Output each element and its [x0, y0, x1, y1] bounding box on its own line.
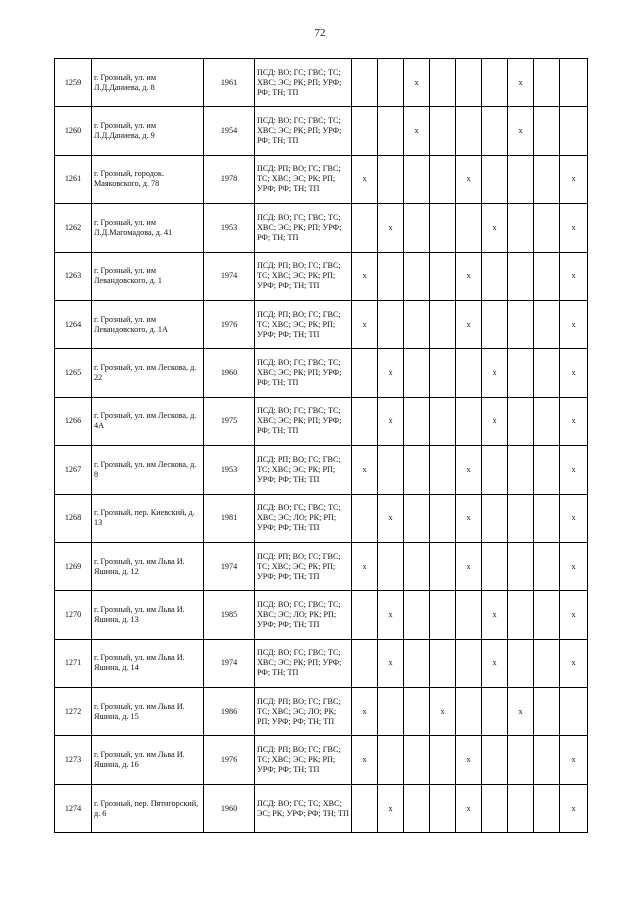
- address-cell: г. Грозный, ул. им Лескова, д. 8: [92, 446, 204, 494]
- systems-cell: ПСД: РП; ВО; ГС; ГВС; ТС; ХВС; ЭС; РК; РП; УРФ; РФ; ТН; ТП: [255, 252, 352, 300]
- mark-cell-8: [534, 155, 560, 203]
- mark-cell-3: [404, 204, 430, 252]
- mark-cell-6: [482, 252, 508, 300]
- table-row: [55, 252, 588, 300]
- mark-cell-4: x: [430, 688, 456, 736]
- year-built-cell: 1954: [204, 107, 255, 155]
- address-cell: г. Грозный, ул. им Лескова, д. 4А: [92, 397, 204, 445]
- mark-cell-7: [508, 639, 534, 687]
- mark-cell-8: [534, 688, 560, 736]
- mark-cell-3: [404, 784, 430, 832]
- mark-cell-8: [534, 784, 560, 832]
- year-built-cell: 1961: [204, 59, 255, 107]
- mark-cell-1: [352, 591, 378, 639]
- mark-cell-8: [534, 446, 560, 494]
- address-cell: г. Грозный, ул. им Льва И. Яшина, д. 13: [92, 591, 204, 639]
- mark-cell-3: [404, 155, 430, 203]
- mark-cell-2: [378, 446, 404, 494]
- mark-cell-2: [378, 688, 404, 736]
- mark-cell-3: [404, 349, 430, 397]
- mark-cell-7: [508, 494, 534, 542]
- mark-cell-1: [352, 107, 378, 155]
- mark-cell-7: x: [508, 107, 534, 155]
- mark-cell-5: [456, 397, 482, 445]
- mark-cell-4: [430, 591, 456, 639]
- row-number-cell: 1264: [55, 300, 92, 348]
- table-row: [55, 446, 588, 494]
- row-number-cell: 1267: [55, 446, 92, 494]
- mark-cell-1: [352, 349, 378, 397]
- row-number-cell: 1263: [55, 252, 92, 300]
- mark-cell-4: [430, 59, 456, 107]
- address-cell: г. Грозный, ул. им Л.Д.Магомадова, д. 41: [92, 204, 204, 252]
- table-row: [55, 784, 588, 832]
- mark-cell-3: x: [404, 59, 430, 107]
- mark-cell-5: x: [456, 155, 482, 203]
- mark-cell-2: [378, 736, 404, 784]
- row-number-cell: 1259: [55, 59, 92, 107]
- row-number-cell: 1268: [55, 494, 92, 542]
- mark-cell-6: [482, 59, 508, 107]
- mark-cell-3: [404, 252, 430, 300]
- mark-cell-8: [534, 397, 560, 445]
- mark-cell-9: x: [560, 494, 588, 542]
- mark-cell-5: [456, 639, 482, 687]
- mark-cell-3: [404, 494, 430, 542]
- mark-cell-4: [430, 300, 456, 348]
- systems-cell: ПСД: ВО; ГС; ГВС; ТС; ХВС; ЭС; РК; РП; УРФ; РФ; ТН; ТП: [255, 107, 352, 155]
- mark-cell-6: [482, 542, 508, 590]
- mark-cell-5: x: [456, 494, 482, 542]
- mark-cell-1: [352, 397, 378, 445]
- systems-cell: ПСД: ВО; ГС; ГВС; ТС; ХВС; ЭС; РК; РП; УРФ; РФ; ТН; ТП: [255, 59, 352, 107]
- mark-cell-5: x: [456, 446, 482, 494]
- mark-cell-4: [430, 155, 456, 203]
- mark-cell-2: x: [378, 784, 404, 832]
- mark-cell-9: x: [560, 300, 588, 348]
- mark-cell-3: [404, 300, 430, 348]
- mark-cell-6: x: [482, 349, 508, 397]
- mark-cell-2: x: [378, 397, 404, 445]
- table-row: [55, 155, 588, 203]
- mark-cell-4: [430, 107, 456, 155]
- mark-cell-1: x: [352, 155, 378, 203]
- mark-cell-7: x: [508, 688, 534, 736]
- mark-cell-9: x: [560, 155, 588, 203]
- table-body: [55, 59, 588, 833]
- mark-cell-9: x: [560, 784, 588, 832]
- row-number-cell: 1265: [55, 349, 92, 397]
- systems-cell: ПСД: ВО; ГС; ГВС; ТС; ХВС; ЭС; РК; РП; УРФ; РФ; ТН; ТП: [255, 204, 352, 252]
- year-built-cell: 1976: [204, 736, 255, 784]
- year-built-cell: 1960: [204, 784, 255, 832]
- row-number-cell: 1273: [55, 736, 92, 784]
- mark-cell-7: [508, 155, 534, 203]
- page-number: 72: [314, 27, 326, 39]
- mark-cell-1: [352, 204, 378, 252]
- mark-cell-3: x: [404, 107, 430, 155]
- table-row: [55, 494, 588, 542]
- mark-cell-9: x: [560, 736, 588, 784]
- mark-cell-1: [352, 494, 378, 542]
- mark-cell-7: [508, 591, 534, 639]
- row-number-cell: 1272: [55, 688, 92, 736]
- mark-cell-6: [482, 784, 508, 832]
- mark-cell-1: [352, 639, 378, 687]
- mark-cell-8: [534, 494, 560, 542]
- systems-cell: ПСД: ВО; ГС; ГВС; ТС; ХВС; ЭС; РК; РП; УРФ; РФ; ТН; ТП: [255, 639, 352, 687]
- mark-cell-9: [560, 688, 588, 736]
- mark-cell-7: [508, 784, 534, 832]
- mark-cell-7: x: [508, 59, 534, 107]
- year-built-cell: 1985: [204, 591, 255, 639]
- mark-cell-2: x: [378, 204, 404, 252]
- row-number-cell: 1261: [55, 155, 92, 203]
- table-row: [55, 736, 588, 784]
- year-built-cell: 1986: [204, 688, 255, 736]
- systems-cell: ПСД: ВО; ГС; ТС; ХВС; ЭС; РК; УРФ; РФ; ТН; ТП: [255, 784, 352, 832]
- mark-cell-9: x: [560, 542, 588, 590]
- mark-cell-7: [508, 252, 534, 300]
- mark-cell-7: [508, 397, 534, 445]
- mark-cell-7: [508, 204, 534, 252]
- mark-cell-6: [482, 155, 508, 203]
- address-cell: г. Грозный, ул. им Льва И. Яшина, д. 16: [92, 736, 204, 784]
- table-row: [55, 542, 588, 590]
- mark-cell-5: [456, 349, 482, 397]
- mark-cell-5: [456, 107, 482, 155]
- year-built-cell: 1978: [204, 155, 255, 203]
- year-built-cell: 1953: [204, 446, 255, 494]
- mark-cell-4: [430, 252, 456, 300]
- mark-cell-8: [534, 736, 560, 784]
- mark-cell-3: [404, 397, 430, 445]
- mark-cell-9: x: [560, 204, 588, 252]
- mark-cell-6: [482, 300, 508, 348]
- systems-cell: ПСД: РП; ВО; ГС; ГВС; ТС; ХВС; ЭС; РК; РП; УРФ; РФ; ТН; ТП: [255, 155, 352, 203]
- mark-cell-6: [482, 688, 508, 736]
- mark-cell-8: [534, 300, 560, 348]
- mark-cell-6: [482, 494, 508, 542]
- mark-cell-9: [560, 107, 588, 155]
- mark-cell-3: [404, 736, 430, 784]
- mark-cell-4: [430, 204, 456, 252]
- mark-cell-9: x: [560, 397, 588, 445]
- mark-cell-5: [456, 688, 482, 736]
- mark-cell-6: [482, 736, 508, 784]
- mark-cell-2: [378, 252, 404, 300]
- mark-cell-5: x: [456, 300, 482, 348]
- table-row: [55, 397, 588, 445]
- mark-cell-7: [508, 300, 534, 348]
- mark-cell-8: [534, 639, 560, 687]
- mark-cell-3: [404, 591, 430, 639]
- mark-cell-2: [378, 542, 404, 590]
- mark-cell-1: x: [352, 736, 378, 784]
- address-cell: г. Грозный, пер. Пятигорский, д. 6: [92, 784, 204, 832]
- mark-cell-1: x: [352, 542, 378, 590]
- table-row: [55, 591, 588, 639]
- mark-cell-3: [404, 446, 430, 494]
- table-row: [55, 300, 588, 348]
- mark-cell-2: x: [378, 494, 404, 542]
- address-cell: г. Грозный, ул. им Льва И. Яшина, д. 15: [92, 688, 204, 736]
- mark-cell-4: [430, 784, 456, 832]
- address-cell: г. Грозный, городок. Маяковского, д. 78: [92, 155, 204, 203]
- year-built-cell: 1974: [204, 252, 255, 300]
- mark-cell-6: x: [482, 397, 508, 445]
- mark-cell-6: [482, 107, 508, 155]
- mark-cell-1: x: [352, 446, 378, 494]
- year-built-cell: 1981: [204, 494, 255, 542]
- mark-cell-4: [430, 397, 456, 445]
- mark-cell-5: x: [456, 784, 482, 832]
- systems-cell: ПСД: РП; ВО; ГС; ГВС; ТС; ХВС; ЭС; ЛО; РК; РП; УРФ; РФ; ТН; ТП: [255, 688, 352, 736]
- address-cell: г. Грозный, ул. им Льва И. Яшина, д. 12: [92, 542, 204, 590]
- mark-cell-3: [404, 542, 430, 590]
- row-number-cell: 1270: [55, 591, 92, 639]
- mark-cell-6: x: [482, 639, 508, 687]
- mark-cell-2: x: [378, 639, 404, 687]
- address-cell: г. Грозный, ул. им Л.Д.Даниева, д. 9: [92, 107, 204, 155]
- mark-cell-2: [378, 59, 404, 107]
- address-cell: г. Грозный, ул. им Льва И. Яшина, д. 14: [92, 639, 204, 687]
- mark-cell-5: x: [456, 252, 482, 300]
- systems-cell: ПСД: РП; ВО; ГС; ГВС; ТС; ХВС; ЭС; РК; РП; УРФ; РФ; ТН; ТП: [255, 446, 352, 494]
- mark-cell-1: x: [352, 688, 378, 736]
- mark-cell-2: [378, 155, 404, 203]
- mark-cell-1: x: [352, 300, 378, 348]
- row-number-cell: 1274: [55, 784, 92, 832]
- mark-cell-8: [534, 204, 560, 252]
- year-built-cell: 1974: [204, 639, 255, 687]
- year-built-cell: 1974: [204, 542, 255, 590]
- mark-cell-4: [430, 446, 456, 494]
- mark-cell-9: x: [560, 591, 588, 639]
- mark-cell-9: x: [560, 349, 588, 397]
- systems-cell: ПСД: РП; ВО; ГС; ГВС; ТС; ХВС; ЭС; РК; РП; УРФ; РФ; ТН; ТП: [255, 736, 352, 784]
- mark-cell-9: x: [560, 446, 588, 494]
- mark-cell-2: [378, 107, 404, 155]
- systems-cell: ПСД: ВО; ГС; ГВС; ТС; ХВС; ЭС; ЛО; РК; РП; УРФ; РФ; ТН; ТП: [255, 494, 352, 542]
- row-number-cell: 1271: [55, 639, 92, 687]
- systems-cell: ПСД: РП; ВО; ГС; ГВС; ТС; ХВС; ЭС; РК; РП; УРФ; РФ; ТН; ТП: [255, 542, 352, 590]
- mark-cell-9: x: [560, 639, 588, 687]
- mark-cell-4: [430, 349, 456, 397]
- mark-cell-5: x: [456, 542, 482, 590]
- mark-cell-6: x: [482, 591, 508, 639]
- mark-cell-4: [430, 494, 456, 542]
- address-cell: г. Грозный, ул. им Левандовского, д. 1: [92, 252, 204, 300]
- table-row: [55, 349, 588, 397]
- table-row: [55, 639, 588, 687]
- address-cell: г. Грозный, пер. Киевский, д. 13: [92, 494, 204, 542]
- year-built-cell: 1960: [204, 349, 255, 397]
- mark-cell-4: [430, 639, 456, 687]
- mark-cell-8: [534, 591, 560, 639]
- mark-cell-8: [534, 542, 560, 590]
- systems-cell: ПСД: ВО; ГС; ГВС; ТС; ХВС; ЭС; РК; РП; УРФ; РФ; ТН; ТП: [255, 397, 352, 445]
- mark-cell-6: [482, 446, 508, 494]
- address-cell: г. Грозный, ул. им Левандовского, д. 1А: [92, 300, 204, 348]
- mark-cell-8: [534, 252, 560, 300]
- mark-cell-1: x: [352, 252, 378, 300]
- systems-cell: ПСД: ВО; ГС; ГВС; ТС; ХВС; ЭС; ЛО; РК; РП; УРФ; РФ; ТН; ТП: [255, 591, 352, 639]
- mark-cell-3: [404, 639, 430, 687]
- mark-cell-8: [534, 59, 560, 107]
- table-row: [55, 107, 588, 155]
- mark-cell-7: [508, 349, 534, 397]
- table-row: [55, 59, 588, 107]
- mark-cell-1: [352, 784, 378, 832]
- mark-cell-4: [430, 736, 456, 784]
- mark-cell-5: [456, 591, 482, 639]
- mark-cell-5: [456, 59, 482, 107]
- systems-cell: ПСД: РП; ВО; ГС; ГВС; ТС; ХВС; ЭС; РК; РП; УРФ; РФ; ТН; ТП: [255, 300, 352, 348]
- mark-cell-4: [430, 542, 456, 590]
- mark-cell-5: [456, 204, 482, 252]
- mark-cell-7: [508, 542, 534, 590]
- mark-cell-7: [508, 736, 534, 784]
- mark-cell-1: [352, 59, 378, 107]
- mark-cell-3: [404, 688, 430, 736]
- housing-registry-table: [54, 58, 588, 833]
- mark-cell-8: [534, 107, 560, 155]
- year-built-cell: 1976: [204, 300, 255, 348]
- row-number-cell: 1262: [55, 204, 92, 252]
- address-cell: г. Грозный, ул. им Л.Д.Даниева, д. 8: [92, 59, 204, 107]
- mark-cell-7: [508, 446, 534, 494]
- mark-cell-5: x: [456, 736, 482, 784]
- mark-cell-9: x: [560, 252, 588, 300]
- row-number-cell: 1260: [55, 107, 92, 155]
- systems-cell: ПСД: ВО; ГС; ГВС; ТС; ХВС; ЭС; РК; РП; УРФ; РФ; ТН; ТП: [255, 349, 352, 397]
- year-built-cell: 1953: [204, 204, 255, 252]
- year-built-cell: 1975: [204, 397, 255, 445]
- table-row: [55, 204, 588, 252]
- row-number-cell: 1266: [55, 397, 92, 445]
- mark-cell-6: x: [482, 204, 508, 252]
- mark-cell-2: x: [378, 591, 404, 639]
- address-cell: г. Грозный, ул. им Лескова, д. 22: [92, 349, 204, 397]
- mark-cell-2: x: [378, 349, 404, 397]
- mark-cell-2: [378, 300, 404, 348]
- table-row: [55, 688, 588, 736]
- mark-cell-8: [534, 349, 560, 397]
- row-number-cell: 1269: [55, 542, 92, 590]
- mark-cell-9: [560, 59, 588, 107]
